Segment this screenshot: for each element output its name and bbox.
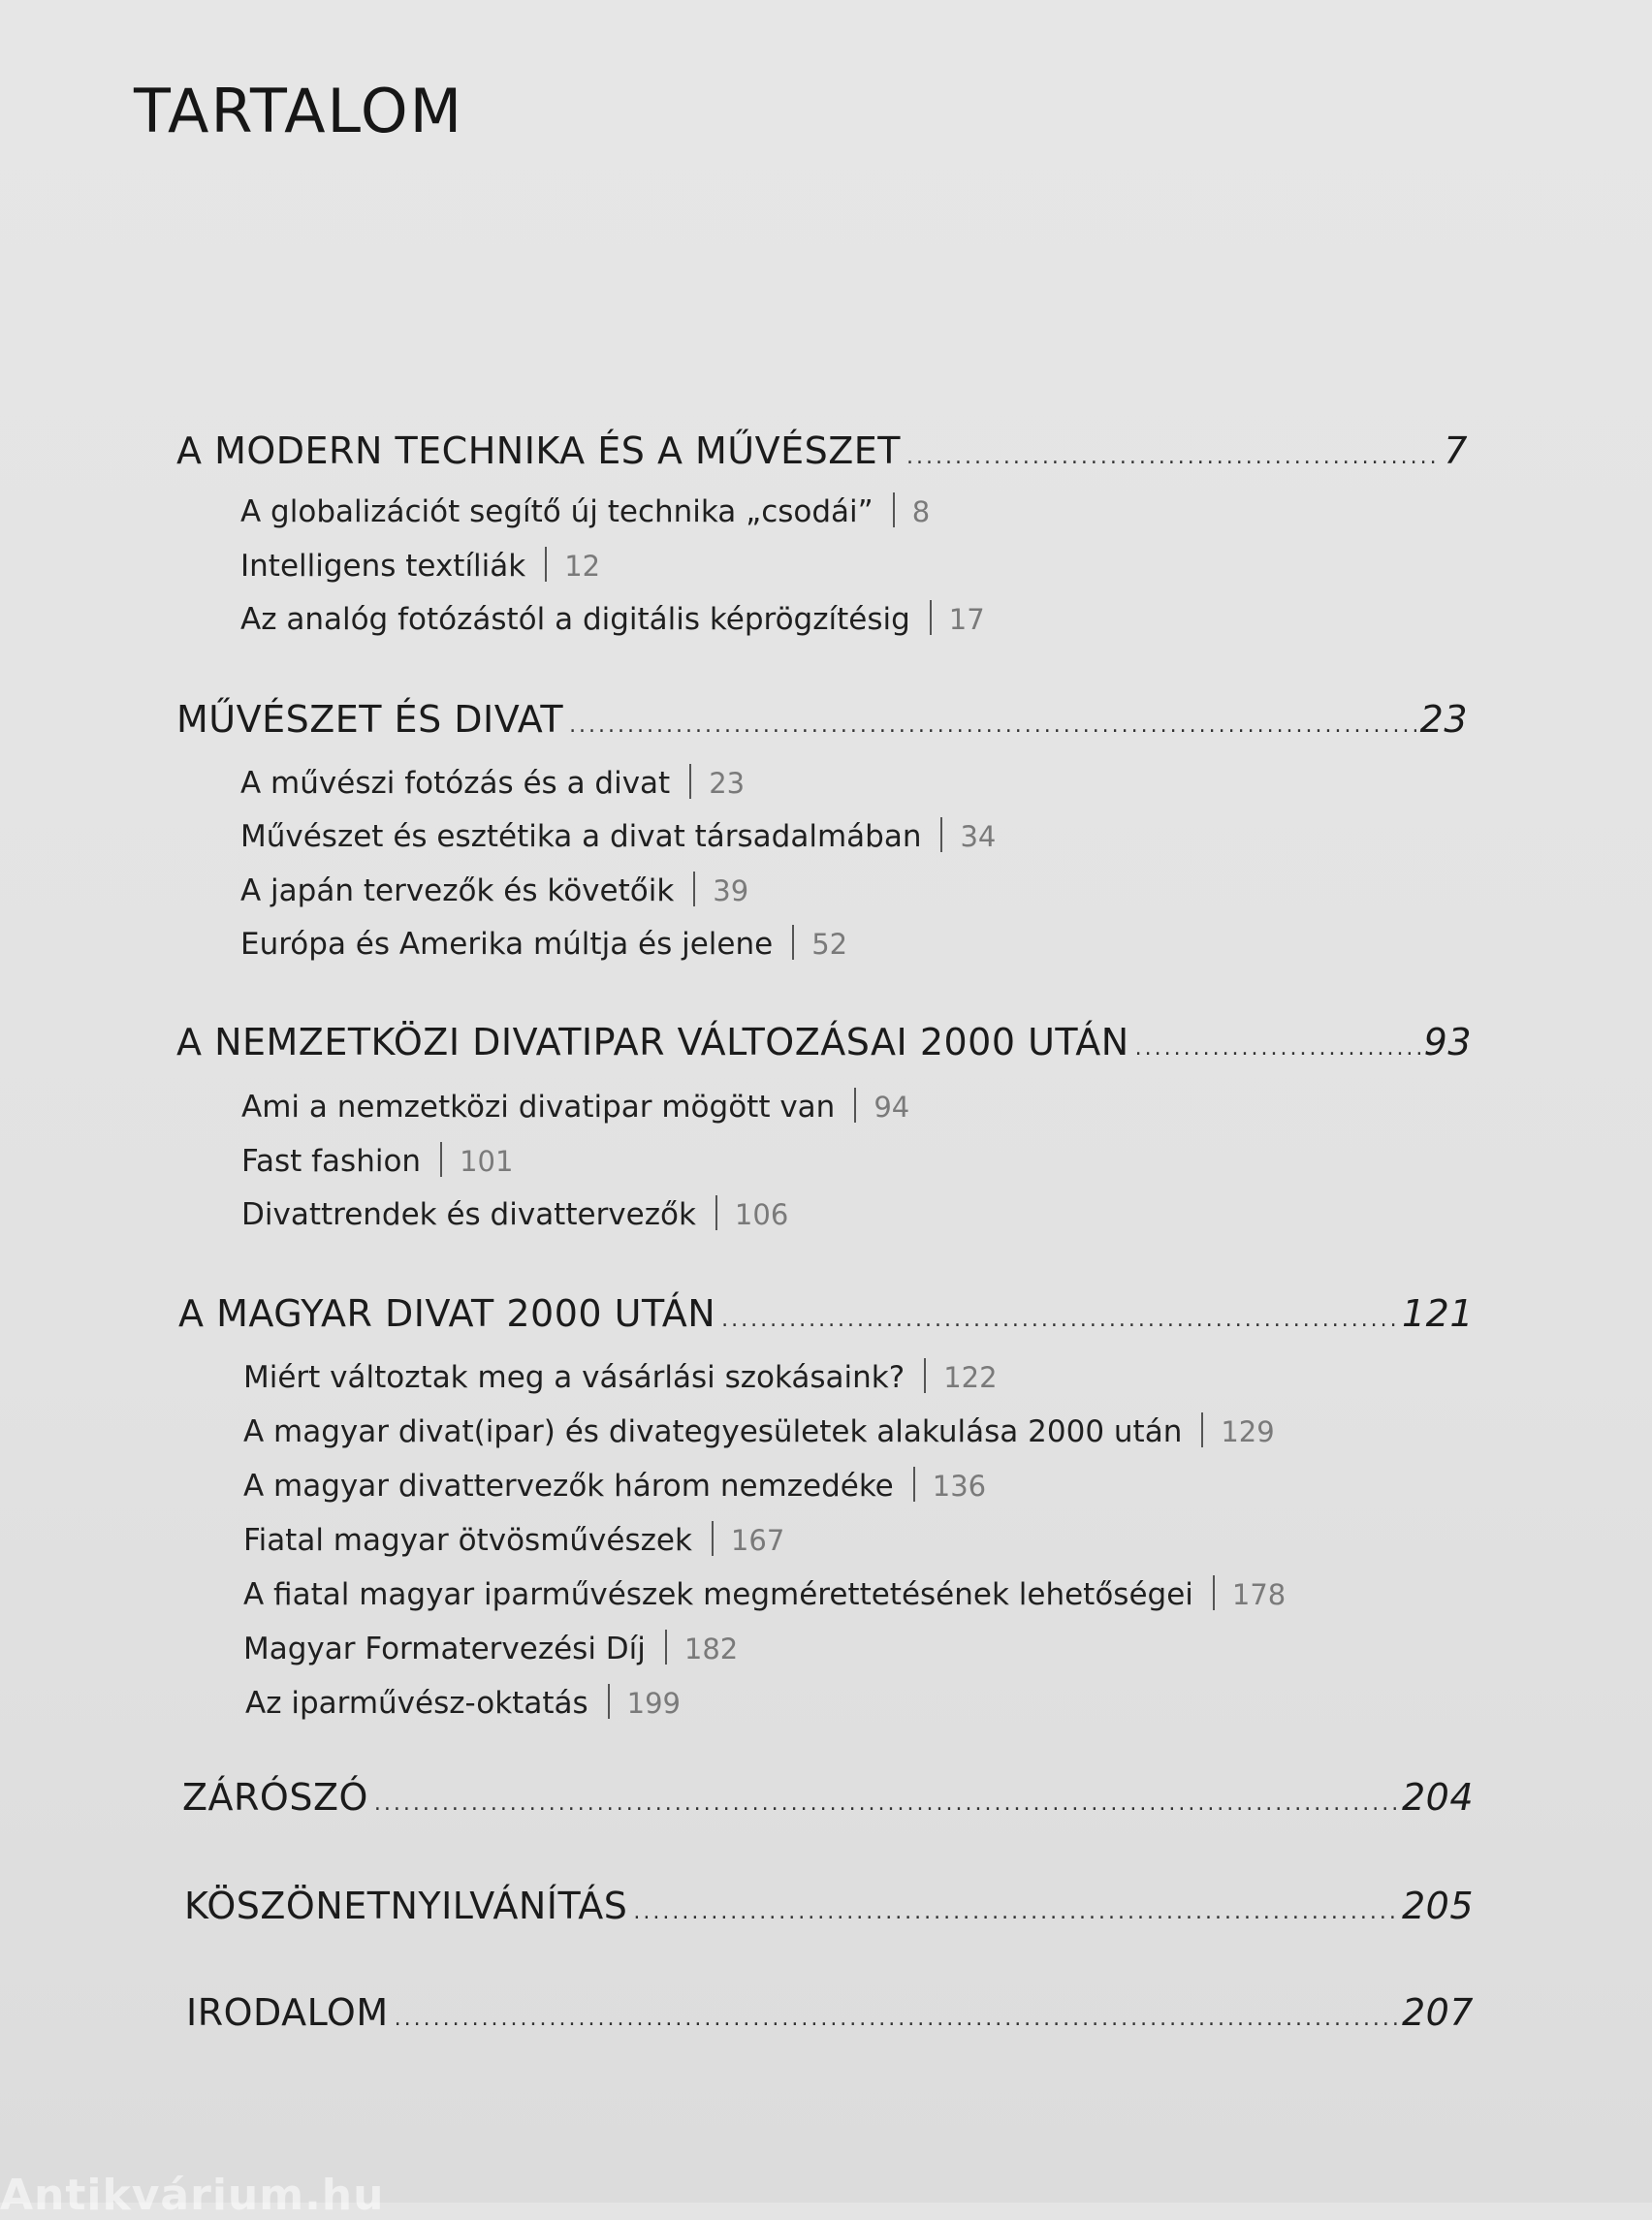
toc-sub-title: Ami a nemzetközi divatipar mögött van: [241, 1090, 836, 1125]
separator: [940, 817, 942, 852]
separator: [693, 872, 695, 906]
toc-main-page: 204: [1401, 1776, 1474, 1819]
separator: [1201, 1412, 1203, 1447]
toc-main-title: KÖSZÖNETNYILVÁNÍTÁS: [184, 1885, 628, 1927]
dot-leader: [721, 1308, 1398, 1332]
toc-sub-page: 178: [1231, 1578, 1287, 1611]
toc-sub-entry: [243, 1570, 1286, 1612]
toc-sub-entry: [240, 541, 600, 584]
toc-main-entry: [176, 429, 1468, 472]
toc-sub-entry: [241, 1082, 909, 1125]
toc-sub-entry: [241, 1136, 513, 1179]
toc-sub-title: Fast fashion: [241, 1144, 422, 1179]
toc-sub-entry: [245, 1678, 681, 1721]
toc-sub-title: Az analóg fotózástól a digitális képrögzítésig: [240, 602, 910, 637]
toc-sub-entry: [243, 1461, 986, 1504]
dot-leader: [633, 1900, 1398, 1924]
separator: [689, 764, 691, 799]
toc-main-entry: [186, 1991, 1474, 2034]
toc-sub-title: Divattrendek és divattervezők: [241, 1197, 696, 1232]
toc-main-title: IRODALOM: [186, 1991, 389, 2034]
toc-sub-page: 17: [948, 603, 985, 636]
toc-sub-title: Miért változtak meg a vásárlási szokásaink?: [243, 1360, 905, 1395]
toc-sub-entry: [241, 1189, 788, 1232]
separator: [924, 1358, 926, 1393]
separator: [608, 1684, 610, 1719]
toc-sub-title: A magyar divat(ipar) és divategyesületek alakulása 2000 után: [243, 1414, 1183, 1449]
toc-sub-page: 12: [564, 550, 601, 583]
toc-sub-title: A művészi fotózás és a divat: [240, 766, 671, 801]
toc-main-entry: [176, 698, 1468, 741]
dot-leader: [1135, 1036, 1420, 1061]
toc-sub-page: 94: [874, 1091, 910, 1124]
toc-sub-page: 122: [943, 1361, 998, 1394]
toc-sub-entry: [240, 758, 745, 801]
toc-main-page: 207: [1401, 1991, 1474, 2034]
watermark: Antikvárium.hu: [0, 2171, 385, 2220]
dot-leader: [374, 1792, 1398, 1816]
toc-sub-page: 167: [730, 1524, 785, 1557]
toc-main-title: A NEMZETKÖZI DIVATIPAR VÁLTOZÁSAI 2000 UTÁN: [176, 1021, 1129, 1063]
dot-leader: [906, 445, 1440, 469]
toc-sub-title: Fiatal magyar ötvösművészek: [243, 1523, 692, 1558]
toc-sub-page: 52: [811, 928, 848, 961]
toc-main-title: A MAGYAR DIVAT 2000 UTÁN: [178, 1292, 716, 1335]
toc-sub-page: 106: [734, 1198, 789, 1231]
toc-main-title: MŰVÉSZET ÉS DIVAT: [176, 698, 564, 741]
separator: [440, 1142, 442, 1177]
toc-sub-page: 136: [932, 1470, 987, 1503]
toc-sub-page: 199: [626, 1687, 681, 1720]
page-title: TARTALOM: [134, 76, 464, 146]
toc-sub-entry: [240, 811, 996, 854]
toc-sub-entry: [240, 487, 930, 529]
toc-sub-title: Az iparművész-oktatás: [245, 1686, 588, 1721]
toc-sub-entry: [243, 1624, 738, 1666]
toc-sub-page: 23: [709, 767, 746, 800]
toc-sub-title: A magyar divattervezők három nemzedéke: [243, 1469, 894, 1504]
separator: [930, 600, 932, 635]
toc-sub-page: 129: [1221, 1415, 1275, 1448]
toc-sub-page: 182: [683, 1633, 739, 1665]
toc-main-title: ZÁRÓSZÓ: [182, 1776, 368, 1819]
toc-main-page: 23: [1419, 698, 1468, 741]
toc-main-entry: [182, 1776, 1474, 1819]
separator: [913, 1467, 915, 1502]
separator: [792, 925, 794, 960]
toc-main-page: 121: [1401, 1292, 1474, 1335]
toc-sub-title: A japán tervezők és követőik: [240, 873, 675, 908]
toc-sub-entry: [240, 866, 748, 908]
toc-sub-entry: [243, 1407, 1275, 1449]
dot-leader: [395, 2007, 1398, 2031]
toc-sub-title: Intelligens textíliák: [240, 549, 526, 584]
toc-sub-title: Művészet és esztétika a divat társadalmában: [240, 819, 922, 854]
toc-sub-page: 39: [713, 874, 749, 907]
toc-main-page: 7: [1444, 429, 1468, 472]
toc-sub-page: 34: [960, 820, 997, 853]
toc-main-entry: [176, 1021, 1472, 1063]
toc-sub-entry: [243, 1515, 784, 1558]
toc-sub-title: Európa és Amerika múltja és jelene: [240, 927, 774, 962]
toc-sub-title: A fiatal magyar iparművészek megmérettetésének lehetőségei: [243, 1577, 1193, 1612]
toc-sub-page: 101: [460, 1145, 514, 1178]
separator: [1213, 1575, 1215, 1610]
separator: [715, 1195, 717, 1230]
toc-sub-title: A globalizációt segítő új technika „csodái”: [240, 494, 874, 529]
separator: [854, 1088, 856, 1123]
toc-main-page: 93: [1423, 1021, 1472, 1063]
toc-main-title: A MODERN TECHNIKA ÉS A MŰVÉSZET: [176, 429, 901, 472]
dot-leader: [569, 714, 1416, 738]
separator: [893, 492, 895, 527]
toc-sub-entry: [240, 919, 847, 962]
toc-main-page: 205: [1401, 1885, 1474, 1927]
toc-main-entry: [184, 1885, 1474, 1927]
toc-sub-page: 8: [911, 495, 931, 528]
toc-sub-entry: [240, 594, 985, 637]
toc-main-entry: [178, 1292, 1474, 1335]
separator: [665, 1630, 667, 1665]
toc-sub-entry: [243, 1352, 998, 1395]
separator: [712, 1521, 714, 1556]
separator: [545, 547, 547, 582]
toc-sub-title: Magyar Formatervezési Díj: [243, 1632, 646, 1666]
